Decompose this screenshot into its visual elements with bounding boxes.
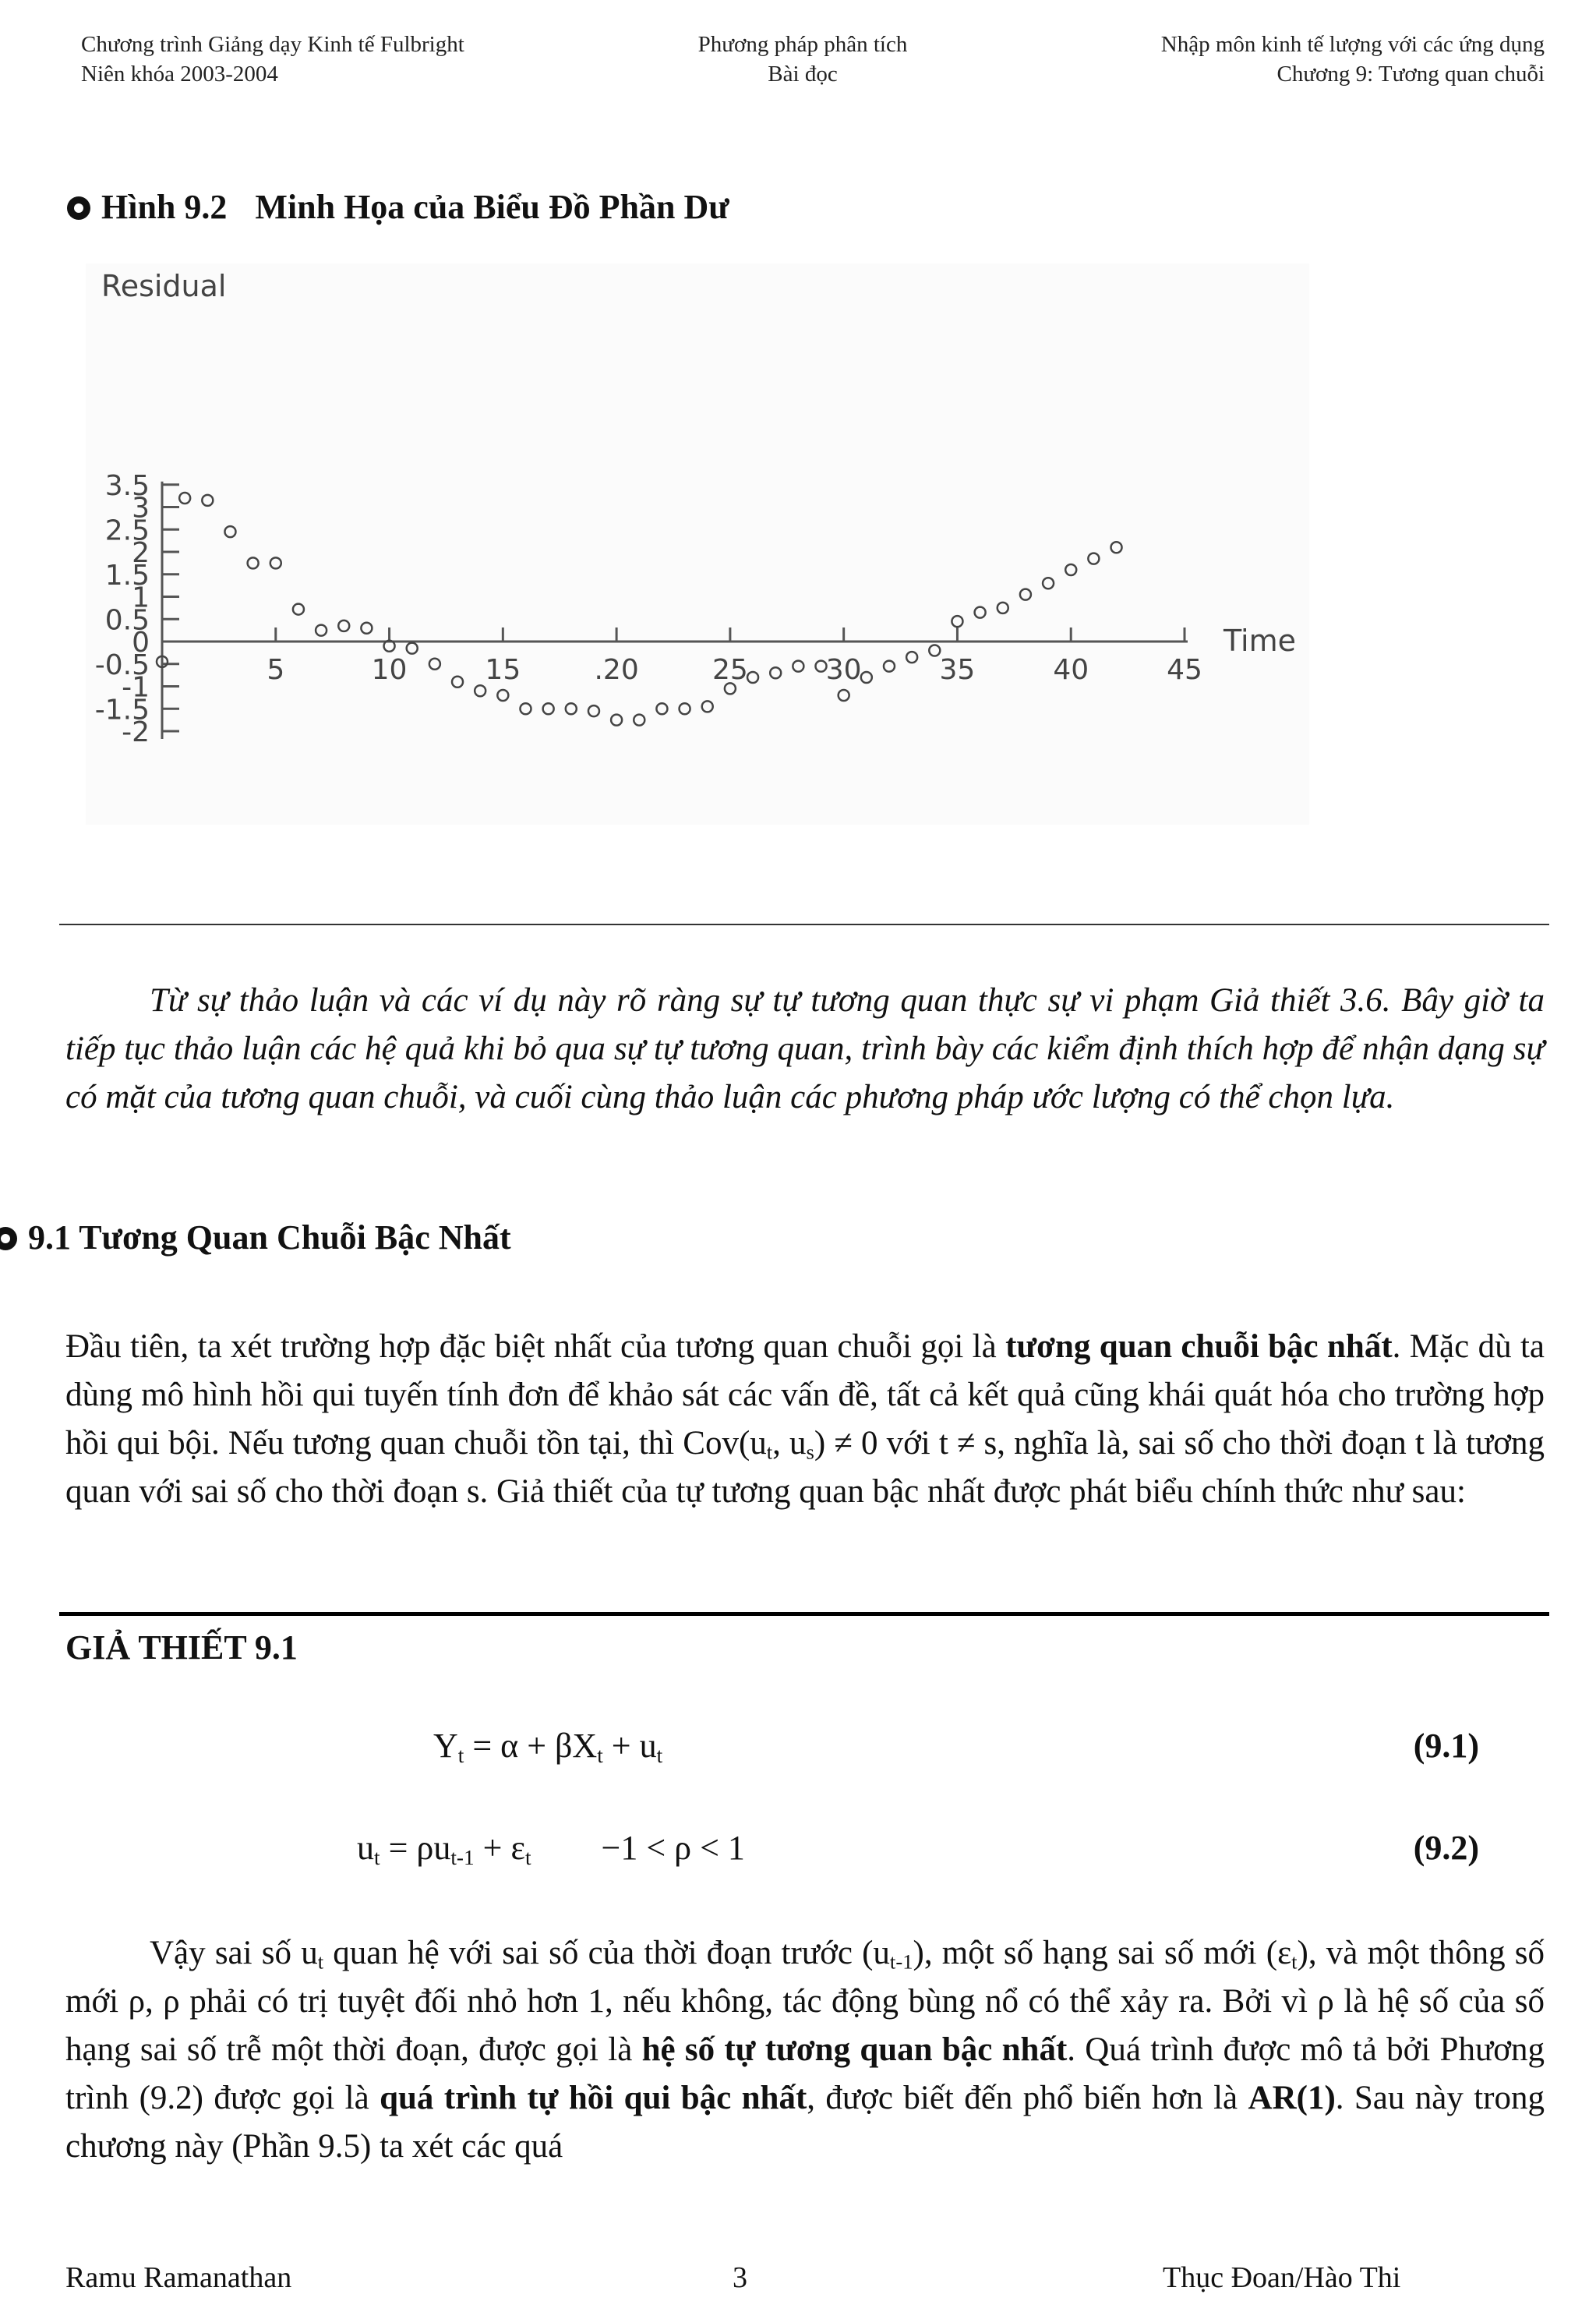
- residual-point: [452, 677, 463, 688]
- residual-point: [293, 604, 304, 615]
- p1-sub-t: t: [766, 1440, 773, 1464]
- p2-term-1: hệ số tự tương quan bậc nhất: [641, 2031, 1068, 2068]
- x-ticks: [267, 627, 1202, 686]
- residual-point: [1020, 589, 1031, 600]
- eq2-u: u: [357, 1829, 374, 1867]
- residual-point: [680, 703, 690, 714]
- footer-translators: Thục Đoan/Hào Thi: [1163, 2261, 1401, 2294]
- header-center: [686, 30, 920, 89]
- chart-axes: [162, 482, 1188, 739]
- section-heading: 9.1 Tương Quan Chuỗi Bậc Nhất: [28, 1218, 511, 1257]
- figure-divider: [59, 924, 1549, 925]
- p1-sub-s: s: [806, 1440, 814, 1464]
- eq2-sub: t: [374, 1845, 380, 1869]
- first-order-paragraph: [65, 1323, 1545, 1516]
- eq1-mid: = α + βX: [464, 1727, 598, 1765]
- residual-scatter-plot: [86, 263, 1309, 825]
- p2-text-3: ), một số hạng sai số mới (ε: [913, 1935, 1292, 1971]
- x-tick-label: 30: [825, 654, 862, 686]
- p1-text-4: ) ≠ 0 với t ≠ s, nghĩa là, sai số cho thời đoạn t là tương quan với sai số cho thời đoạn s. Giả thiết của tự tương quan bậc nhất được phát biểu chính thức như sau:: [65, 1425, 1545, 1510]
- residual-point: [656, 703, 667, 714]
- x-tick-label: 15: [485, 654, 521, 686]
- residual-point: [906, 652, 917, 663]
- residual-point: [929, 645, 940, 656]
- residual-point: [248, 557, 259, 568]
- header-right: [1161, 30, 1545, 89]
- residual-point: [839, 690, 849, 701]
- residual-point: [1043, 578, 1054, 589]
- intro-paragraph: [65, 977, 1545, 1122]
- residual-point: [566, 703, 577, 714]
- residual-point: [998, 603, 1008, 613]
- p1-text-2: . Mặc dù ta dùng mô hình hồi qui tuyến tính đơn để khảo sát các vấn đề, tất cả kết quả cũng khái quát hóa cho trường hợp hồi qui bội. Nếu tương quan chuỗi tồn tại, thì Cov(u: [65, 1328, 1545, 1462]
- x-tick-label: 25: [711, 654, 748, 686]
- header-course: Phương pháp phân tích: [697, 32, 908, 57]
- x-axis-label: Time: [1223, 624, 1296, 658]
- x-tick-label: 5: [267, 654, 285, 686]
- assumption-title: GIẢ THIẾT 9.1: [65, 1628, 298, 1667]
- footer-author: Ramu Ramanathan: [65, 2261, 292, 2294]
- y-tick-label: 1.5: [104, 559, 150, 592]
- residual-point: [179, 493, 190, 504]
- p1-term: tương quan chuỗi bậc nhất: [1005, 1328, 1393, 1365]
- residual-point: [861, 672, 872, 683]
- eq2-end: + ε: [474, 1829, 525, 1867]
- y-tick-label: 1: [132, 582, 150, 614]
- eq2-mid: = ρu: [380, 1829, 451, 1867]
- p1-text-3: , u: [772, 1425, 807, 1462]
- intro-text: Từ sự thảo luận và các ví dụ này rõ ràng sự tự tương quan thực sự vi phạm Giả thiết 3.6. Bây giờ ta tiếp tục thảo luận các hệ quả khi bỏ qua sự tự tương quan, trình bày các kiểm định thích hợp để nhận dạng sự có mặt của tương quan chuỗi, và cuối cùng thảo luận các phương pháp ước lượng có thể chọn lựa.: [65, 982, 1545, 1115]
- residual-point: [793, 661, 803, 672]
- residual-point: [543, 703, 554, 714]
- section-title: [0, 1218, 511, 1257]
- residual-point: [475, 685, 486, 696]
- p2-text-2: quan hệ với sai số của thời đoạn trước (u: [323, 1935, 890, 1971]
- equation-9-1: [433, 1726, 662, 1766]
- residual-point: [611, 715, 622, 726]
- p2-text-6: , được biết đến phổ biến hơn là: [807, 2080, 1248, 2116]
- assumption-rule: [59, 1612, 1549, 1616]
- bullet-icon: [67, 196, 90, 220]
- p2-text-7: . Sau này trong chương này (Phần 9.5) ta xét các quá: [65, 2080, 1545, 2165]
- p2-text-1: Vậy sai số u: [150, 1935, 318, 1971]
- x-tick-label: 40: [1053, 654, 1089, 686]
- eq1-sub: t: [656, 1743, 663, 1767]
- eq2-condition: −1 < ρ < 1: [601, 1829, 745, 1867]
- residual-point: [884, 661, 895, 672]
- residual-point: [338, 620, 349, 631]
- residual-point: [588, 705, 599, 716]
- eq1-sub: t: [597, 1743, 603, 1767]
- header-doc-type: Bài đọc: [768, 62, 838, 87]
- page-number: 3: [733, 2261, 747, 2294]
- residual-point: [497, 690, 508, 701]
- eq2-sub: t-1: [450, 1845, 475, 1869]
- bullet-icon: [0, 1227, 17, 1250]
- y-tick-label: -1: [122, 671, 150, 704]
- y-tick-label: 2: [132, 537, 150, 569]
- residual-point: [816, 661, 827, 672]
- eq1-y: Y: [433, 1727, 458, 1765]
- residual-point: [520, 703, 531, 714]
- residual-point: [1088, 553, 1099, 564]
- y-axis-label: Residual: [101, 269, 227, 303]
- eq1-sub: t: [457, 1743, 464, 1767]
- y-tick-label: 0: [132, 627, 150, 659]
- p1-text-1: Đầu tiên, ta xét trường hợp đặc biệt nhất của tương quan chuỗi gọi là: [65, 1328, 1006, 1365]
- residual-point: [202, 495, 213, 506]
- p2-term-3: AR(1): [1248, 2080, 1336, 2116]
- residual-point: [634, 715, 644, 726]
- p2-sub: t: [1291, 1950, 1298, 1974]
- residual-point: [316, 625, 327, 636]
- data-points: [157, 493, 1122, 726]
- figure-caption: Minh Họa của Biểu Đồ Phần Dư: [255, 188, 729, 226]
- residual-point: [952, 616, 962, 627]
- y-tick-label: -1.5: [94, 694, 150, 726]
- y-tick-label: -2: [122, 716, 150, 748]
- y-tick-label: 3: [132, 492, 150, 525]
- header-left: [81, 30, 464, 89]
- y-ticks: [95, 470, 179, 748]
- residual-point: [361, 623, 372, 634]
- p2-term-2: quá trình tự hồi qui bậc nhất: [380, 2080, 807, 2116]
- header-year: Niên khóa 2003-2004: [81, 62, 278, 87]
- residual-point: [224, 526, 235, 537]
- header-program: Chương trình Giảng dạy Kinh tế Fulbright: [81, 32, 464, 57]
- header-book-title: Nhập môn kinh tế lượng với các ứng dụng: [1160, 32, 1545, 57]
- p2-sub: t-1: [889, 1950, 913, 1974]
- x-tick-label: .20: [594, 654, 639, 686]
- residual-point: [747, 672, 758, 683]
- header-chapter: Chương 9: Tương quan chuỗi: [1276, 62, 1545, 87]
- y-tick-label: 3.5: [104, 469, 150, 502]
- equation-9-2: [357, 1828, 745, 1868]
- residual-chart: [86, 263, 1309, 825]
- p2-text-4: ), và một thông số mới ρ, ρ phải có trị tuyệt đối nhỏ hơn 1, nếu không, tác động bùng nổ có thể xảy ra. Bởi vì ρ là hệ số của số hạng sai số trễ một thời đoạn, được gọi là: [65, 1935, 1545, 2068]
- eq2-sub: t: [524, 1845, 531, 1869]
- residual-point: [1065, 564, 1076, 575]
- residual-point: [1111, 542, 1122, 553]
- x-tick-label: 35: [939, 654, 976, 686]
- x-tick-label: 10: [371, 654, 408, 686]
- p2-sub: t: [317, 1950, 324, 1974]
- equation-number-9-2: (9.2): [1413, 1829, 1479, 1867]
- residual-point: [702, 701, 713, 712]
- figure-title: [67, 187, 729, 227]
- ar1-paragraph: [65, 1929, 1545, 2171]
- x-tick-label: 45: [1167, 654, 1202, 686]
- residual-point: [270, 557, 281, 568]
- residual-point: [429, 659, 440, 670]
- residual-point: [770, 667, 781, 678]
- figure-label: Hình 9.2: [101, 188, 228, 226]
- p2-text-5: . Quá trình được mô tả bởi Phương trình (9.2) được gọi là: [65, 2031, 1545, 2116]
- equation-number-9-1: (9.1): [1413, 1727, 1479, 1765]
- y-tick-label: 0.5: [104, 604, 150, 637]
- residual-point: [407, 643, 418, 654]
- y-tick-label: -0.5: [94, 649, 150, 681]
- y-tick-label: 2.5: [104, 514, 150, 547]
- residual-point: [975, 607, 986, 618]
- eq1-end: + u: [602, 1727, 657, 1765]
